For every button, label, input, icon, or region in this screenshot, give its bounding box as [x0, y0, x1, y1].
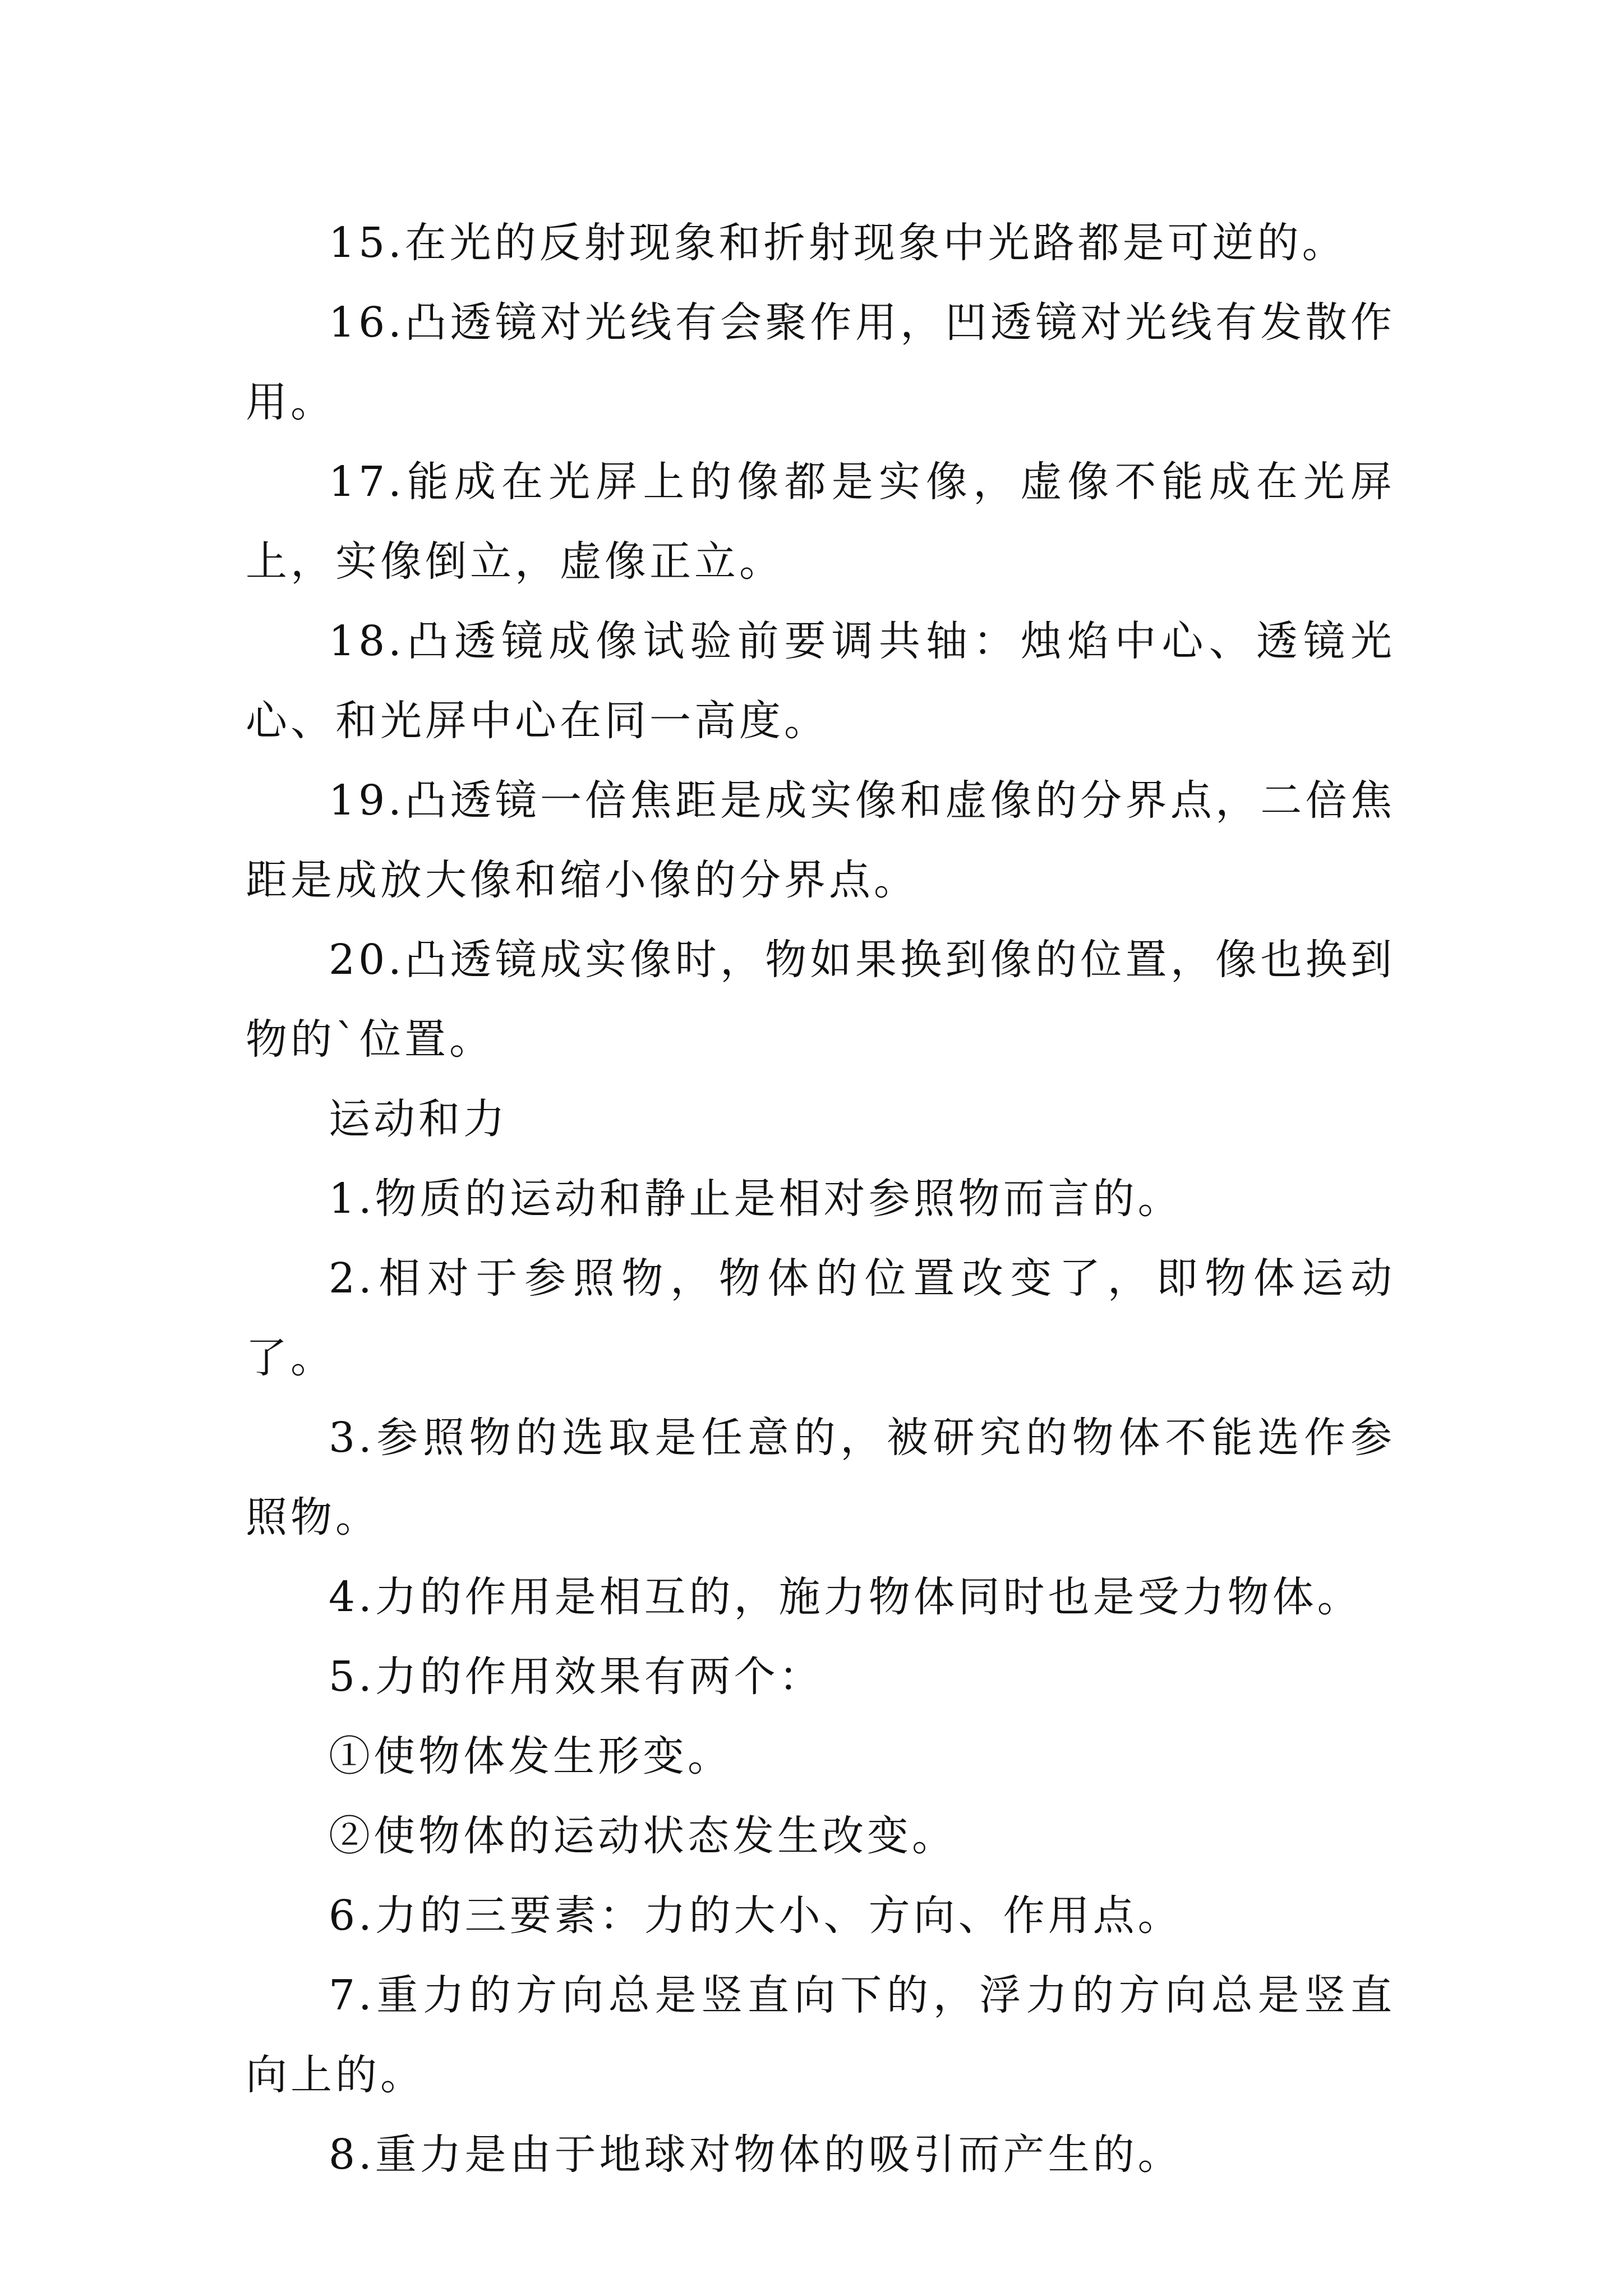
- list-item-effect-1: ①使物体发生形变。: [329, 1732, 732, 1780]
- document-body: [246, 203, 1395, 2194]
- paragraph-19: 19.凸透镜一倍焦距是成实像和虚像的分界点，二倍焦距是成放大像和缩小像的分界点。: [246, 776, 1395, 904]
- list-item-effect-2: ②使物体的运动状态发生改变。: [329, 1812, 957, 1860]
- paragraph-16: 16.凸透镜对光线有会聚作用，凹透镜对光线有发散作用。: [246, 298, 1395, 426]
- paragraph-3: 3.参照物的选取是任意的，被研究的物体不能选作参照物。: [246, 1414, 1395, 1542]
- paragraph-4: 4.力的作用是相互的，施力物体同时也是受力物体。: [329, 1573, 1362, 1621]
- paragraph-5: 5.力的作用效果有两个：: [329, 1653, 824, 1701]
- paragraph-8: 8.重力是由于地球对物体的吸引而产生的。: [329, 2131, 1183, 2179]
- paragraph-20: 20.凸透镜成实像时，物如果换到像的位置，像也换到物的`位置。: [246, 936, 1395, 1064]
- section-heading-motion-and-force: 运动和力: [329, 1095, 508, 1143]
- paragraph-2: 2.相对于参照物，物体的位置改变了，即物体运动了。: [246, 1254, 1395, 1382]
- paragraph-1: 1.物质的运动和静止是相对参照物而言的。: [329, 1175, 1183, 1223]
- paragraph-6: 6.力的三要素：力的大小、方向、作用点。: [329, 1892, 1183, 1940]
- paragraph-7: 7.重力的方向总是竖直向下的，浮力的方向总是竖直向上的。: [246, 1971, 1395, 2099]
- paragraph-15: 15.在光的反射现象和折射现象中光路都是可逆的。: [329, 219, 1347, 267]
- paragraph-18: 18.凸透镜成像试验前要调共轴：烛焰中心、透镜光心、和光屏中心在同一高度。: [246, 617, 1395, 745]
- paragraph-17: 17.能成在光屏上的像都是实像，虚像不能成在光屏上，实像倒立，虚像正立。: [246, 458, 1395, 586]
